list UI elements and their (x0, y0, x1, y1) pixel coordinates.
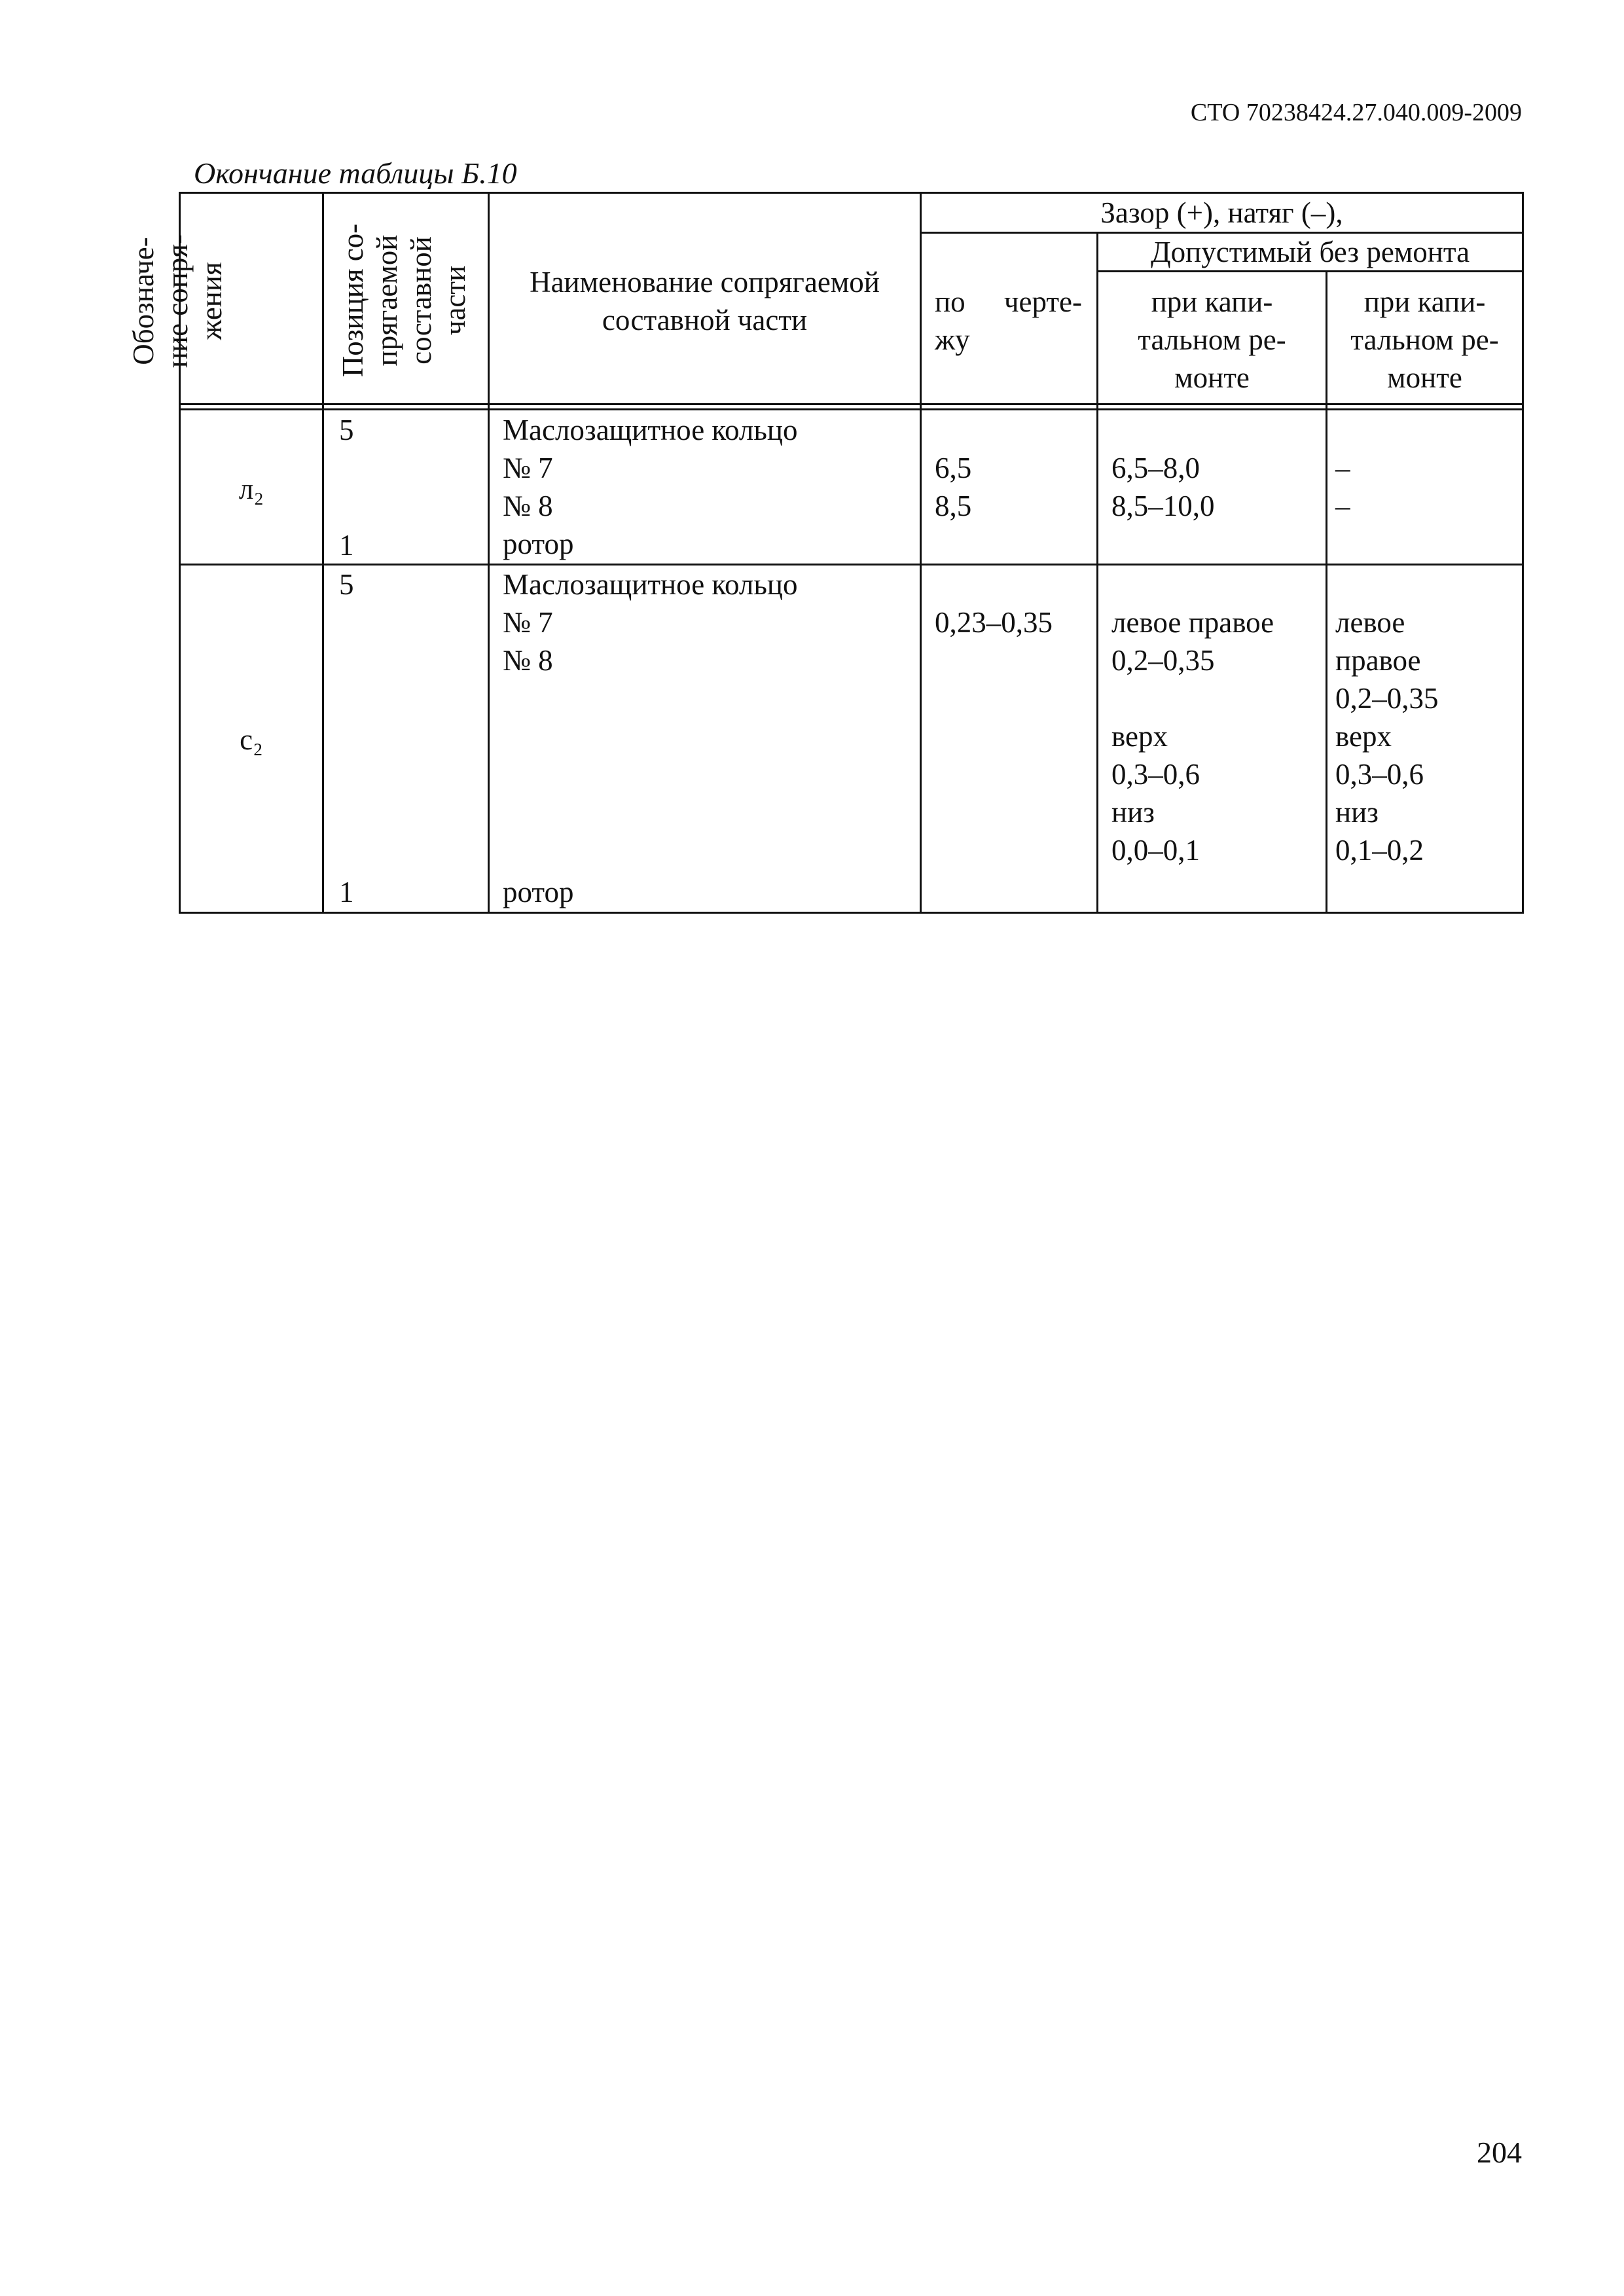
row-separator (179, 564, 1523, 565)
row2-designation: с₂ (240, 723, 263, 756)
header-gap: Зазор (+), натяг (–), (1100, 196, 1343, 229)
header-by-drawing-line1: по черте- (935, 285, 1082, 318)
table-caption: Окончание таблицы Б.10 (194, 156, 517, 190)
row1-designation: л₂ (238, 473, 264, 505)
row1-by-drawing: 6,5 8,5 (935, 452, 972, 522)
row2-capital-repair-1: левое правое 0,2–0,35 верх 0,3–0,6 низ 0,0–0,1 (1111, 606, 1274, 867)
header-by-drawing: по черте- жу (935, 283, 1082, 359)
header-capital-repair-1: при капи- тальном ре- монте (1138, 285, 1286, 394)
row1-capital-repair-1: 6,5–8,0 8,5–10,0 (1111, 452, 1215, 522)
col-line-3 (920, 192, 922, 914)
row1-names: Маслозащитное кольцо № 7 № 8 ротор (503, 414, 798, 560)
document-code: СТО 70238424.27.040.009-2009 (1190, 99, 1522, 126)
table-border-bottom (179, 912, 1523, 914)
header-capital-repair-2: при капи- тальном ре- монте (1350, 285, 1499, 394)
row1-position-1: 1 (339, 529, 354, 562)
row2-by-drawing: 0,23–0,35 (935, 606, 1053, 639)
col-line-1 (322, 192, 324, 914)
table-border-right (1522, 192, 1524, 914)
row2-names: Маслозащитное кольцо № 7 № 8 (503, 568, 798, 677)
row2-name-rotor: ротор (503, 876, 574, 908)
header-position: Позиция со- прягаемой составной части (336, 223, 471, 378)
row1-capital-repair-2: – – (1335, 452, 1350, 522)
row2-position-5: 5 (339, 568, 354, 601)
page-number: 204 (1477, 2136, 1522, 2169)
header-designation: Обозначе- ние сопря- жения (127, 234, 228, 368)
header-allowed: Допустимый без ремонта (1150, 236, 1470, 268)
clearance-table (0, 0, 1624, 929)
header-name: Наименование сопрягаемой составной части (530, 266, 880, 336)
row1-position-5: 5 (339, 414, 354, 446)
header-bottom-line-2 (179, 408, 1523, 410)
row2-position-1: 1 (339, 876, 354, 908)
row2-capital-repair-2: левое правое 0,2–0,35 верх 0,3–0,6 низ 0,1–0,2 (1335, 606, 1439, 867)
